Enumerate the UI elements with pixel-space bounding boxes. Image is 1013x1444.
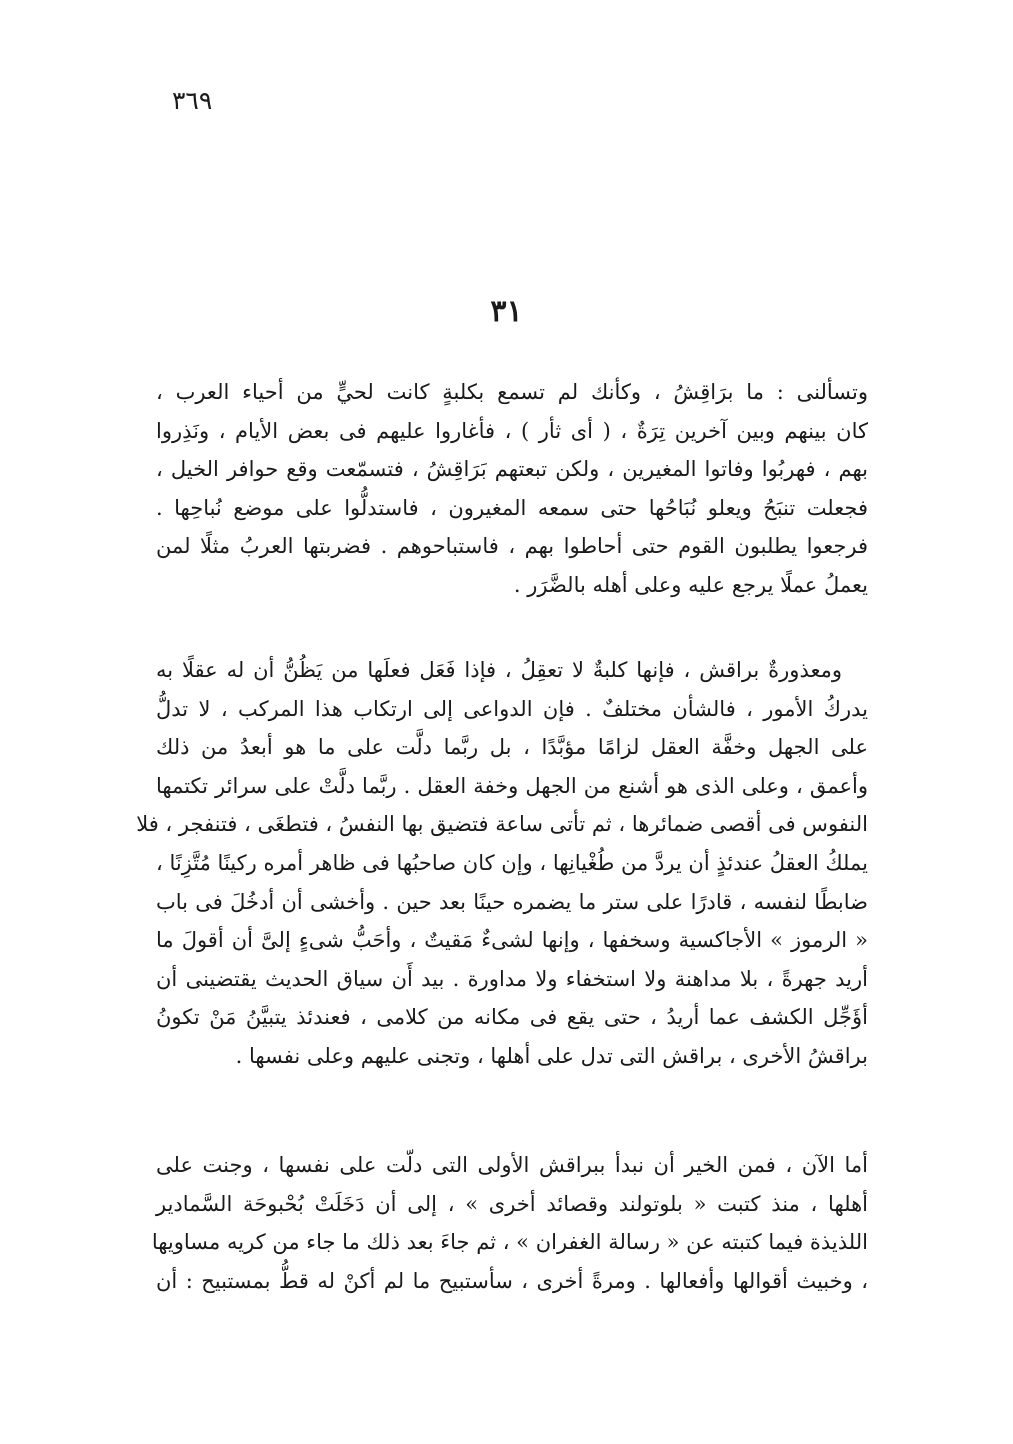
text-line: ومعذورةٌ براقش ، فإنها كلبةٌ لا تعقِلُ ، فإذا فَعَل فعلَها من يَظُنُّ أن له عقلًا به bbox=[156, 658, 842, 682]
paragraph-2 bbox=[136, 651, 868, 1076]
text-line: أما الآن ، فمن الخير أن نبدأ ببراقش الأولى التى دلّت على نفسها ، وجنت على bbox=[156, 1153, 868, 1177]
paragraph-1 bbox=[156, 373, 868, 605]
page-number: ٣٦٩ bbox=[172, 86, 213, 115]
text-line: ضابطًا لنفسه ، قادرًا على ستر ما يضمره حينًا بعد حين . وأخشى أن أدخُلَ فى باب bbox=[156, 889, 868, 914]
text-line: بهم ، فهربُوا وفاتوا المغيرين ، ولكن تبعتهم بَرَاقِشُ ، فتسمّعت وقع حوافر الخيل ، bbox=[156, 457, 868, 482]
text-line: ، وخبيث أقوالها وأفعالها . ومرةً أخرى ، سأستبيح ما لم أكنْ له قطُّ بمستبيح : أن bbox=[156, 1268, 868, 1293]
paragraph-3 bbox=[151, 1146, 868, 1300]
chapter-number: ٣١ bbox=[490, 294, 523, 329]
text-line: وأعمق ، وعلى الذى هو أشنع من الجهل وخفة العقل . ربَّما دلَّتْ على سرائر تكتمها bbox=[156, 773, 868, 798]
text-line: براقشُ الأخرى ، براقش التى تدل على أهلها ، وتجنى عليهم وعلى نفسها . bbox=[235, 1043, 868, 1068]
text-line: فجعلت تنبَحُ ويعلو نُبَاحُها حتى سمعه المغيرون ، فاستدلُّوا على موضع نُباحِها . bbox=[156, 495, 868, 520]
text-line: أريد جهرةً ، بلا مداهنة ولا استخفاء ولا مداورة . بيد أَن سياق الحديث يقتضينى أن bbox=[156, 966, 868, 991]
text-line: أهلها ، منذ كتبت « بلوتولند وقصائد أخرى » ، إلى أن دَخَلَتْ بُحْبوحَة السَّمادير bbox=[156, 1191, 868, 1216]
text-line: يملكُ العقلُ عندئذٍ أن يردَّ من طُغْيانِها ، وإن كان صاحبُها فى ظاهر أمره ركينًا مُتَّزِنًا ، bbox=[156, 850, 868, 875]
text-line: يدركُ الأمور ، فالشأن مختلفٌ . فإن الدواعى إلى ارتكاب هذا المركب ، لا تدلُّ bbox=[156, 696, 868, 721]
text-line: فرجعوا يطلبون القوم حتى أحاطوا بهم ، فاستباحوهم . فضربتها العربُ مثلًا لمن bbox=[156, 534, 868, 559]
text-line: النفوس فى أقصى ضمائرها ، ثم تأتى ساعة فتضيق بها النفسُ ، فتطغَى ، فتنفجر ، فلا bbox=[136, 812, 868, 837]
text-line: اللذيذة فيما كتبته عن « رسالة الغفران » ، ثم جاءَ بعد ذلك ما جاء من كريه مساويها bbox=[151, 1230, 868, 1255]
text-line: « الرموز » الأجاكسية وسخفها ، وإنها لشىءٌ مَقيتٌ ، وأحَبُّ شىءٍ إلىَّ أن أقولَ ما bbox=[156, 928, 868, 953]
text-line: يعملُ عملًا يرجع عليه وعلى أهله بالضَّرَر . bbox=[513, 572, 868, 597]
text-line: على الجهل وخفَّة العقل لزامًا مؤبَّدًا ، بل ربَّما دلَّت على ما هو أبعدُ من ذلك bbox=[156, 735, 868, 760]
text-line: كان بينهم وبين آخرين تِرَةٌ ، ( أى ثأر ) ، فأغاروا عليهم فى بعض الأيام ، ونَذِروا bbox=[156, 418, 868, 443]
text-line: وتسألنى : ما برَاقِشُ ، وكأنك لم تسمع بكلبةٍ كانت لحيٍّ من أحياء العرب ، bbox=[156, 380, 868, 404]
text-line: أؤَجِّل الكشف عما أريدُ ، حتى يقع فى مكانه من كلامى ، فعندئذ يتبيَّنُ مَنْ تكونُ bbox=[156, 1005, 868, 1030]
